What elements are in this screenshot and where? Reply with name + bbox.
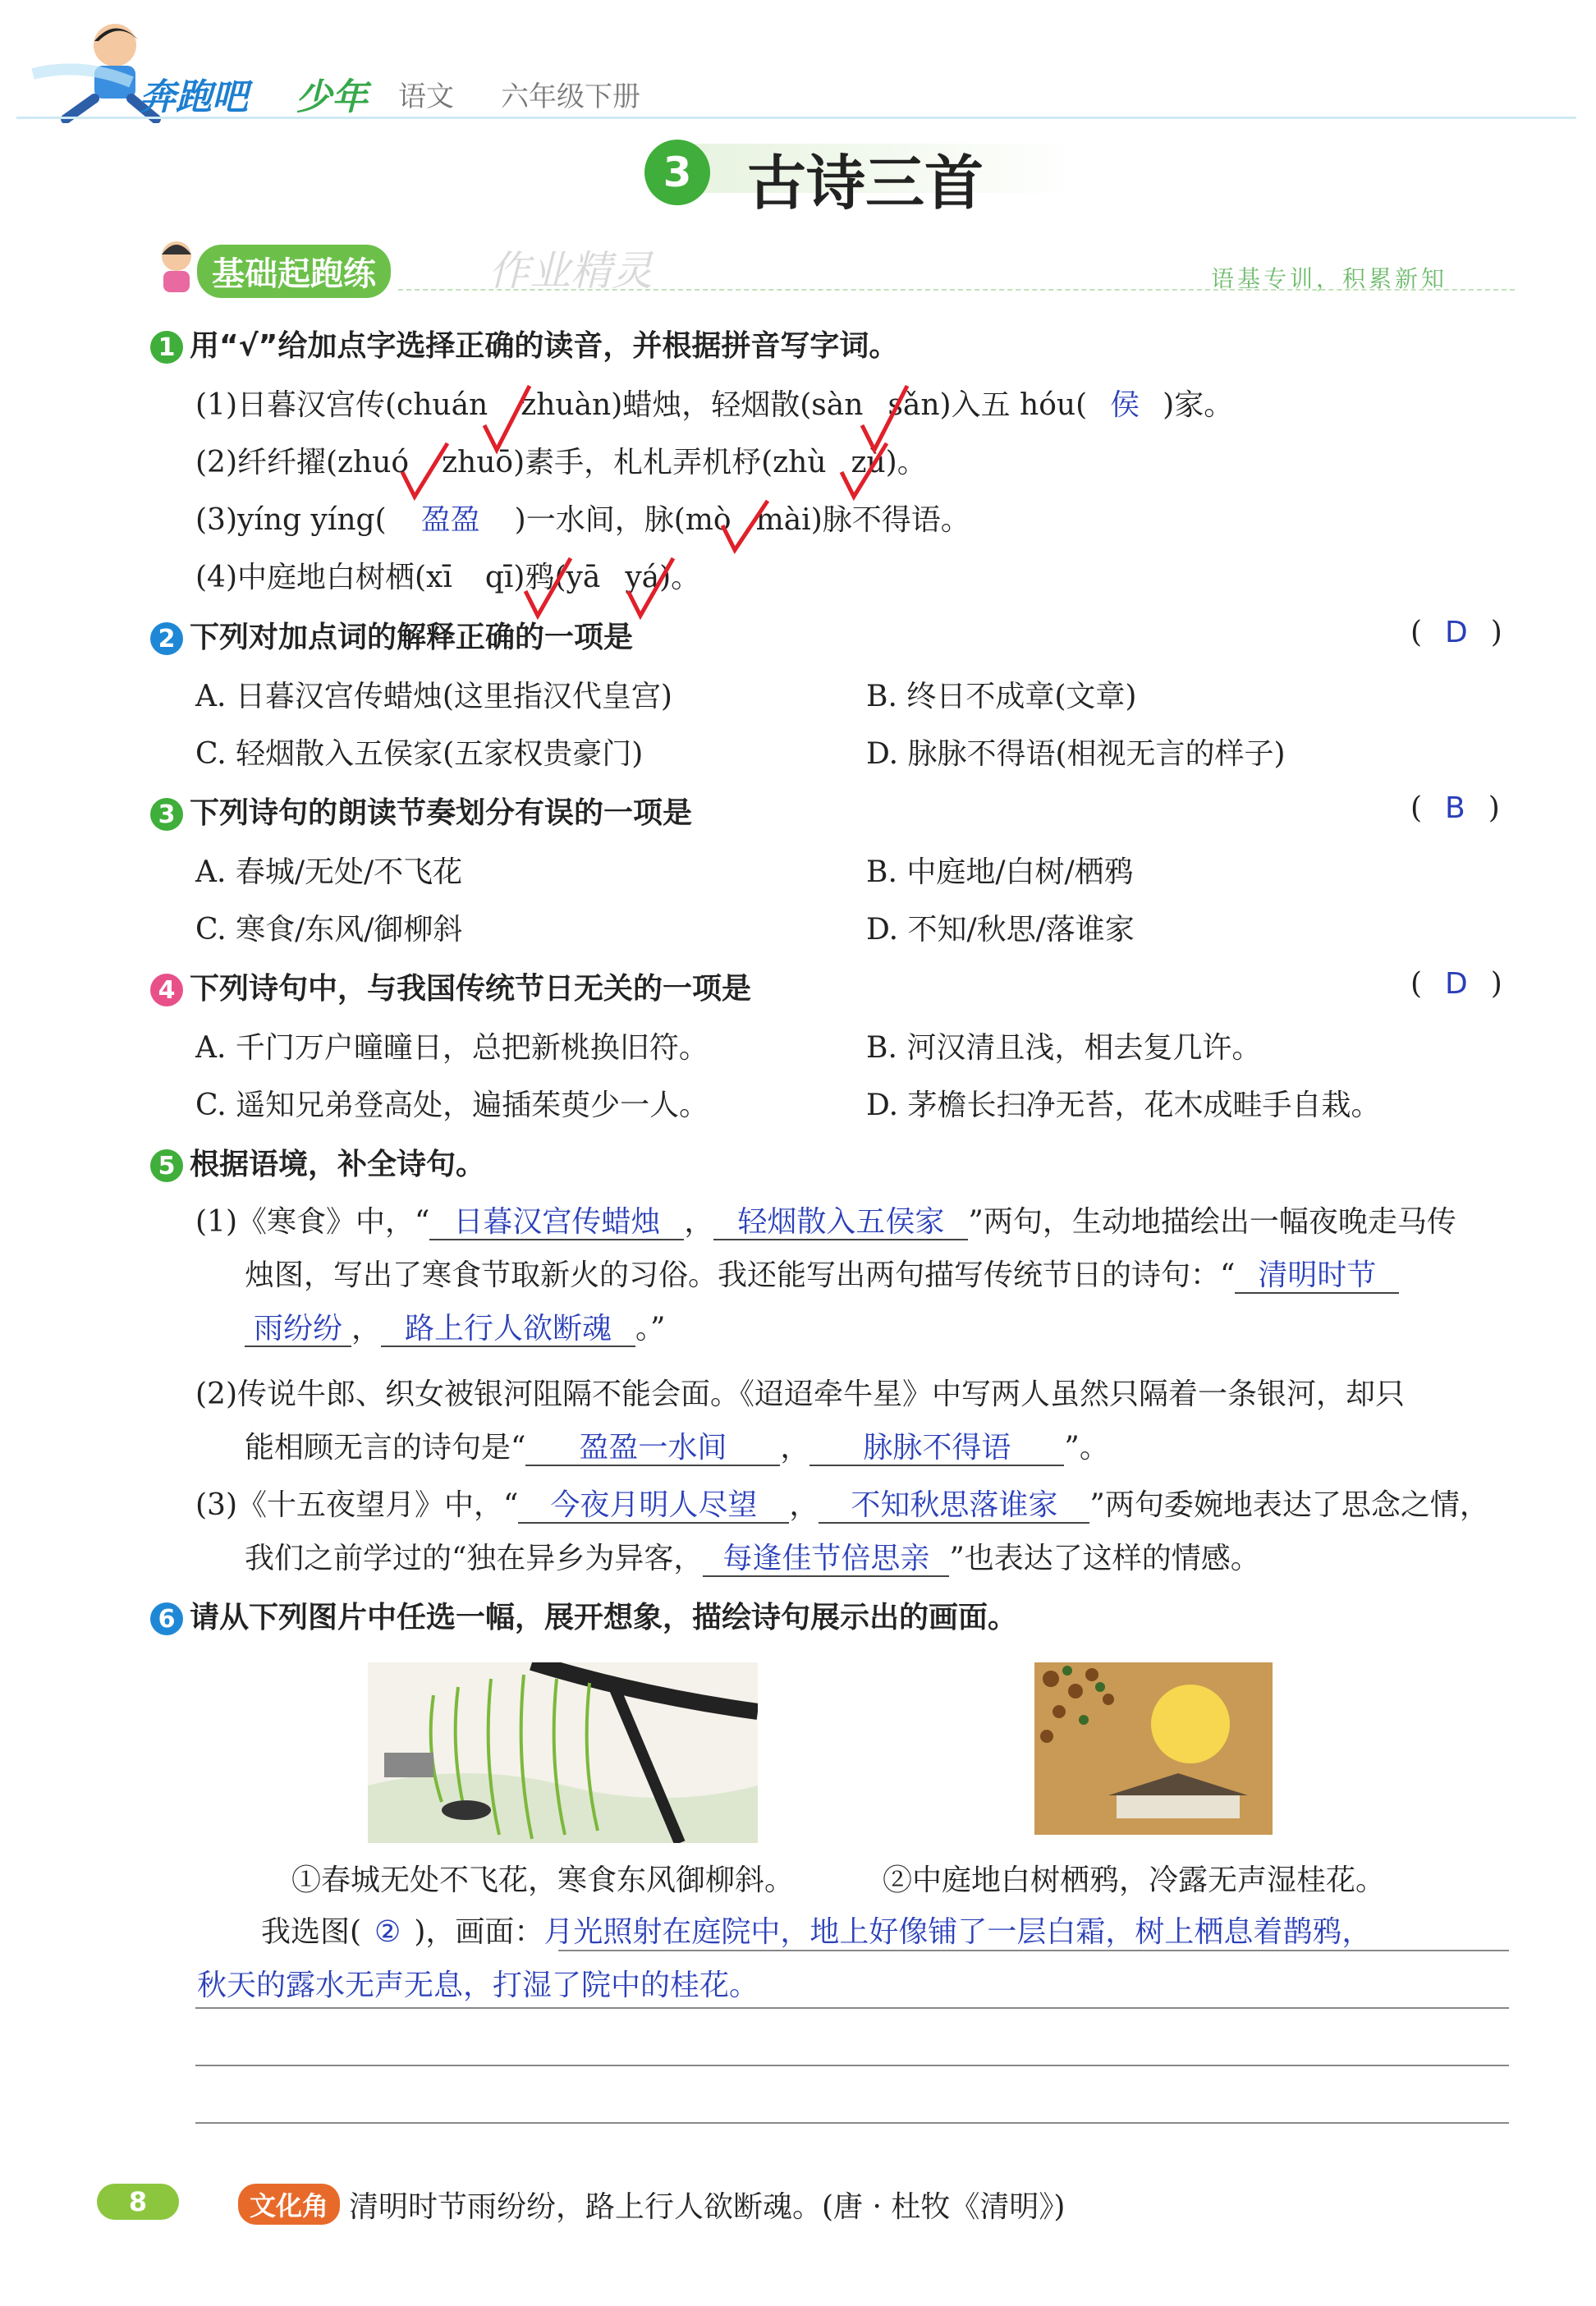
q5-part2-line1: (2)传说牛郎、织女被银河阻隔不能会面。《迢迢牵牛星》中写两人虽然只隔着一条银河，却只 (195, 1378, 1405, 1411)
q1-item-1-pre: (1)日暮汉宫传(chuán (195, 388, 488, 422)
question-4-text: 下列诗句中，与我国传统节日无关的一项是 (190, 972, 752, 1006)
q6-answer-text-1: 月光照射在庭院中，地上好像铺了一层白霜，树上栖息着鹊鸦， (543, 1915, 1372, 1949)
watermark: 作业精灵 (488, 247, 653, 295)
q5-p1d: 。” (635, 1312, 666, 1346)
q5-p3d: ”也表达了这样的情感。 (949, 1542, 1260, 1575)
q2-option-a: A. 日暮汉宫传蜡烛(这里指汉代皇宫) (195, 680, 672, 713)
q1-item-4-mid: qī)鸦(yā (484, 561, 601, 594)
q1-item-3-pre: (3)yíng yíng( (195, 503, 387, 537)
q4-option-a: A. 千门万户曈曈日，总把新桃换旧符。 (195, 1031, 709, 1065)
question-4-heading (150, 965, 751, 1007)
q5-p3c: 我们之前学过的“独在异乡为异客， (245, 1542, 704, 1575)
question-5-heading (150, 1141, 485, 1183)
q5-part1-line3: 雨纷纷 ， 路上行人欲断魂 。” (245, 1305, 665, 1347)
question-5-number: 5 (150, 1149, 183, 1182)
q4-option-d: D. 茅檐长扫净无苔，花木成畦手自栽。 (866, 1089, 1381, 1122)
q1-item-4-mid2: yá)。 (625, 561, 701, 594)
question-6-heading (150, 1594, 1017, 1636)
q5-answer-5: 路上行人欲断魂 (381, 1313, 635, 1347)
q5-answer-7: 脉脉不得语 (809, 1432, 1064, 1466)
check-mark-7 (628, 558, 673, 616)
q5-part3-line1: (3)《十五夜望月》中，“ 今夜月明人尽望 ， 不知秋思落谁家 ”两句委婉地表达了思念之情， (195, 1488, 1489, 1522)
q1-item-2-mid: zhuō)素手，札札弄机杼(zhù (442, 446, 827, 479)
willow-painting-illustration (368, 1662, 758, 1843)
q5-p2c: ”。 (1064, 1431, 1109, 1465)
question-6-text: 请从下列图片中任选一幅，展开想象，描绘诗句展示出的画面。 (190, 1601, 1018, 1634)
culture-corner-quote: 清明时节雨纷纷，路上行人欲断魂。(唐 · 杜牧《清明》) (349, 2190, 1066, 2224)
question-3-text: 下列诗句的朗读节奏划分有误的一项是 (190, 796, 693, 830)
q6-answer-line1 (261, 1909, 1371, 1951)
q2-option-b: B. 终日不成章(文章) (866, 680, 1137, 713)
question-3-answer: B (1445, 791, 1465, 825)
q5-p1a: (1)《寒食》中，“ (195, 1205, 430, 1239)
question-2-text: 下列对加点词的解释正确的一项是 (190, 621, 634, 654)
question-4-answer: D (1445, 967, 1468, 1001)
question-2-answer-box: ( D ) (1410, 616, 1502, 649)
q5-part2-line2: 能相顾无言的诗句是“ 盈盈一水间 ， 脉脉不得语 ”。 (245, 1431, 1109, 1465)
q2-option-d: D. 脉脉不得语(相视无言的样子) (866, 737, 1286, 771)
check-mark-4 (842, 443, 887, 497)
q3-option-b: B. 中庭地/白树/栖鸦 (866, 855, 1134, 889)
q5-answer-6: 盈盈一水间 (525, 1432, 780, 1466)
question-1-text: 用“√”给加点字选择正确的读音，并根据拼音写字词。 (190, 329, 899, 363)
brand-name-accent: 少年 (296, 76, 368, 118)
picture-1-caption: ①春城无处不飞花，寒食东风御柳斜。 (291, 1864, 795, 1897)
q1-item-1-post: )家。 (1163, 388, 1234, 422)
q5-part3-line2 (245, 1535, 1260, 1577)
q4-option-b: B. 河汉清且浅，相去复几许。 (866, 1031, 1262, 1065)
q3-option-d: D. 不知/秋思/落谁家 (866, 913, 1135, 947)
culture-corner-tag: 文化角 (238, 2184, 340, 2225)
question-3-number: 3 (150, 798, 183, 831)
lesson-number-badge: 3 (644, 140, 710, 205)
q1-item-1-mid: zhuàn)蜡烛，轻烟散(sàn (521, 388, 864, 422)
q1-item-4-pre: (4)中庭地白树栖(xī (195, 561, 452, 594)
q6-choose-pre: 我选图( (261, 1915, 362, 1949)
q5-answer-4: 雨纷纷 (245, 1313, 351, 1347)
q1-item-3-mid2: mài)脉不得语。 (755, 503, 970, 537)
writing-line-4 (195, 2122, 1509, 2124)
q5-answer-2: 轻烟散入五侯家 (713, 1206, 968, 1240)
q1-item-3-answer: 盈盈 (420, 503, 480, 537)
page-number: 8 (97, 2184, 179, 2220)
q1-item-2-mid2: zù)。 (851, 446, 927, 479)
writing-line-1 (558, 1950, 1509, 1951)
q4-option-c: C. 遥知兄弟登高处，遍插茱萸少一人。 (195, 1089, 709, 1122)
writing-line-3 (195, 2065, 1509, 2066)
q3-option-c: C. 寒食/东风/御柳斜 (195, 913, 463, 947)
q5-answer-1: 日暮汉宫传蜡烛 (429, 1206, 684, 1240)
q6-answer-text-2: 秋天的露水无声无息，打湿了院中的桂花。 (197, 1969, 759, 2002)
q5-answer-3: 清明时节 (1235, 1259, 1399, 1294)
q1-item-1-answer: 侯 (1110, 388, 1140, 422)
question-3-answer-box: ( B ) (1410, 791, 1500, 825)
q5-p2b: 能相顾无言的诗句是“ (245, 1431, 526, 1465)
q5-answer-10: 每逢佳节倍思亲 (703, 1543, 949, 1577)
check-marks (0, 0, 1596, 657)
question-2-heading (150, 614, 633, 656)
writing-line-2 (195, 2007, 1509, 2009)
lesson-title: 古诗三首 (747, 149, 984, 218)
q5-p1b: ”两句，生动地描绘出一幅夜晚走马传 (968, 1205, 1456, 1239)
question-3-heading (150, 790, 692, 832)
q6-choose-mid: )，画面： (414, 1915, 544, 1949)
q3-option-a: A. 春城/无处/不飞花 (195, 855, 463, 889)
question-2-number: 2 (150, 622, 183, 655)
q6-chosen-picture: ② (374, 1915, 401, 1949)
section-badge: 基础起跑练 (197, 245, 391, 298)
check-mark-5 (722, 501, 768, 550)
q5-p1c: 烛图，写出了寒食节取新火的习俗。我还能写出两句描写传统节日的诗句：“ (245, 1258, 1236, 1292)
q5-p3b: ”两句委婉地表达了思念之情， (1089, 1488, 1489, 1522)
question-6-number: 6 (150, 1602, 183, 1635)
subject-label: 语文 (398, 80, 454, 113)
brand-name: 奔跑吧 (140, 76, 248, 118)
check-mark-2 (862, 386, 907, 450)
question-2-answer: D (1445, 616, 1468, 649)
check-mark-3 (402, 443, 447, 497)
q5-p3a: (3)《十五夜望月》中，“ (195, 1488, 519, 1522)
moon-osmanthus-painting-illustration (1034, 1662, 1273, 1835)
question-5-text: 根据语境，补全诗句。 (190, 1148, 486, 1181)
q5-part1-line2 (245, 1252, 1399, 1294)
grade-label: 六年级下册 (501, 80, 640, 113)
q5-answer-8: 今夜月明人尽望 (518, 1489, 789, 1524)
check-mark-1 (484, 386, 530, 450)
q1-item-3-mid: )一水间，脉(mò (514, 503, 732, 537)
check-mark-6 (525, 558, 571, 616)
question-4-answer-box: ( D ) (1410, 967, 1502, 1001)
q5-part1-line1: (1)《寒食》中，“ 日暮汉宫传蜡烛 ， 轻烟散入五侯家 ”两句，生动地描绘出一幅夜晚走马传 (195, 1205, 1456, 1239)
question-1-number: 1 (150, 331, 183, 364)
section-slogan: 语基专训，积累新知 (1211, 265, 1448, 292)
q1-item-1-mid2: sǎn)入五 hóu( (887, 388, 1088, 422)
q5-answer-9: 不知秋思落谁家 (819, 1489, 1089, 1524)
question-4-number: 4 (150, 974, 183, 1006)
q1-item-2-pre: (2)纤纤擢(zhuó (195, 446, 410, 479)
picture-2-caption: ②中庭地白树栖鸦，冷露无声湿桂花。 (883, 1864, 1386, 1897)
q2-option-c: C. 轻烟散入五侯家(五家权贵豪门) (195, 737, 644, 771)
